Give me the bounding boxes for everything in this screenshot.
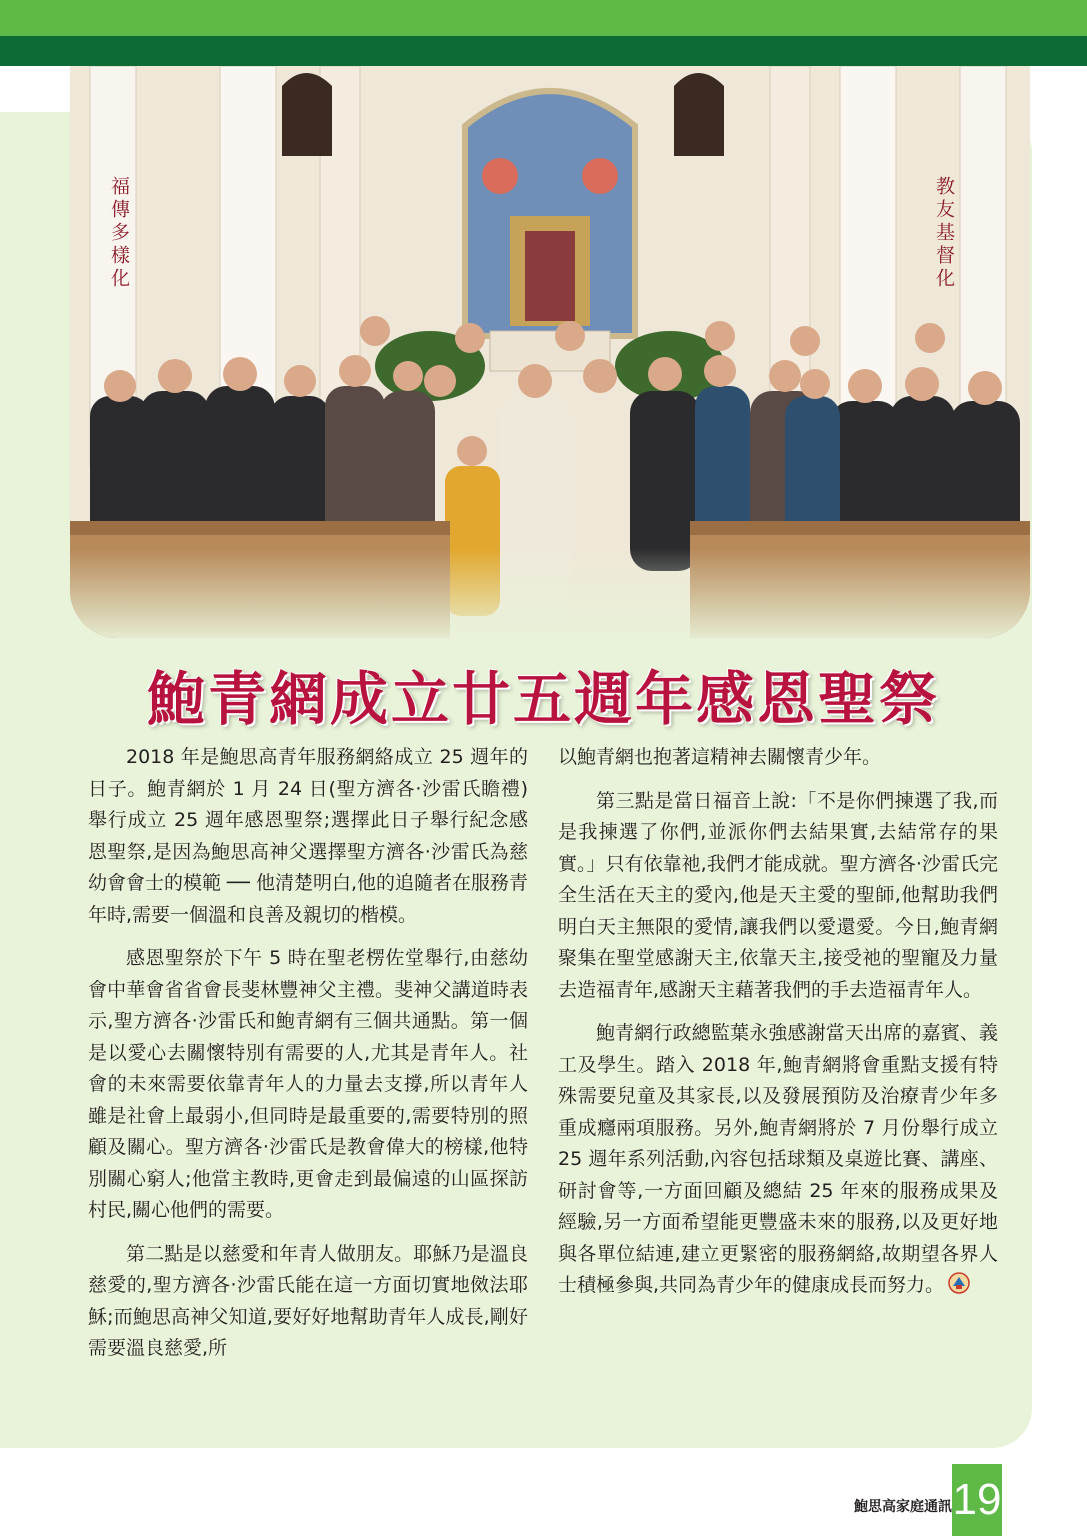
header-bar-light [0,0,1087,36]
article-title: 鮑青網成立廿五週年感恩聖祭 [146,665,940,733]
end-mark-icon [948,1272,970,1294]
right-paragraph-2-text: 鮑青網行政總監葉永強感謝當天出席的嘉賓、義工及學生。踏入 2018 年,鮑青網將會重點支援有特殊需要兒童及其家長,以及發展預防及治療青少年多重成癮兩項服務。另外,鮑青網將於 7 月份舉行成立 25 週年系列活動,內容包括球類及桌遊比賽、講座、研討會等,一方面回顧及總結 25 年來的服務成果及經驗,另一方面希望能更豐盛未來的服務,以及更好地與各單位結連,建立更緊密的服務網絡,故期望各界人士積極參與,共同為青少年的健康成長而努力。 [558,1022,998,1296]
photo-fade [70,548,1030,638]
publication-name: 鮑思高家庭通訊 [854,1499,952,1515]
left-column [88,742,528,1377]
left-paragraph-3: 第二點是以慈愛和年青人做朋友。耶穌乃是溫良慈愛的,聖方濟各‧沙雷氏能在這一方面切實地傚法耶穌;而鮑思高神父知道,要好好地幫助青年人成長,剛好需要溫良慈愛,所 [88,1242,528,1359]
right-paragraph-2 [558,1018,998,1302]
right-column [558,742,998,1314]
left-paragraph-1: 2018 年是鮑思高青年服務網絡成立 25 週年的日子。鮑青網於 1 月 24 日(聖方濟各‧沙雷氏瞻禮)舉行成立 25 週年感恩聖祭;選擇此日子舉行紀念感恩聖祭,是因為鮑思高神父選擇聖方濟各‧沙雷氏為慈幼會會士的模範 ── 他清楚明白,他的追隨者在服務青年時,需要一個溫和良善及親切的楷模。 [88,746,528,926]
group-photo [70,66,1030,638]
left-paragraph-2: 感恩聖祭於下午 5 時在聖老楞佐堂舉行,由慈幼會中華會省省會長斐林豐神父主禮。斐神父講道時表示,聖方濟各‧沙雷氏和鮑青網有三個共通點。第一個是以愛心去關懷特別有需要的人,尤其是青年人。社會的未來需要依靠青年人的力量去支撐,所以青年人雖是社會上最弱小,但同時是最重要的,需要特別的照顧及關心。聖方濟各‧沙雷氏是教會偉大的榜樣,他特別關心窮人;他當主教時,更會走到最偏遠的山區探訪村民,關心他們的需要。 [88,947,528,1221]
page-number: 19 [952,1464,1002,1536]
banner-right: 教友基督化 [933,176,955,291]
right-paragraph-0: 以鮑青網也抱著這精神去關懷青少年。 [558,746,882,768]
header-bar-dark [0,36,1087,66]
right-paragraph-1: 第三點是當日福音上說:「不是你們揀選了我,而是我揀選了你們,並派你們去結果實,去結常存的果實。」只有依靠祂,我們才能成就。聖方濟各‧沙雷氏完全生活在天主的愛內,他是天主愛的聖師,他幫助我們明白天主無限的愛情,讓我們以愛還愛。今日,鮑青網聚集在聖堂感謝天主,依靠天主,接受祂的聖寵及力量去造福青年,感謝天主藉著我們的手去造福青年人。 [558,789,998,1001]
banner-left: 福傳多樣化 [108,176,130,291]
